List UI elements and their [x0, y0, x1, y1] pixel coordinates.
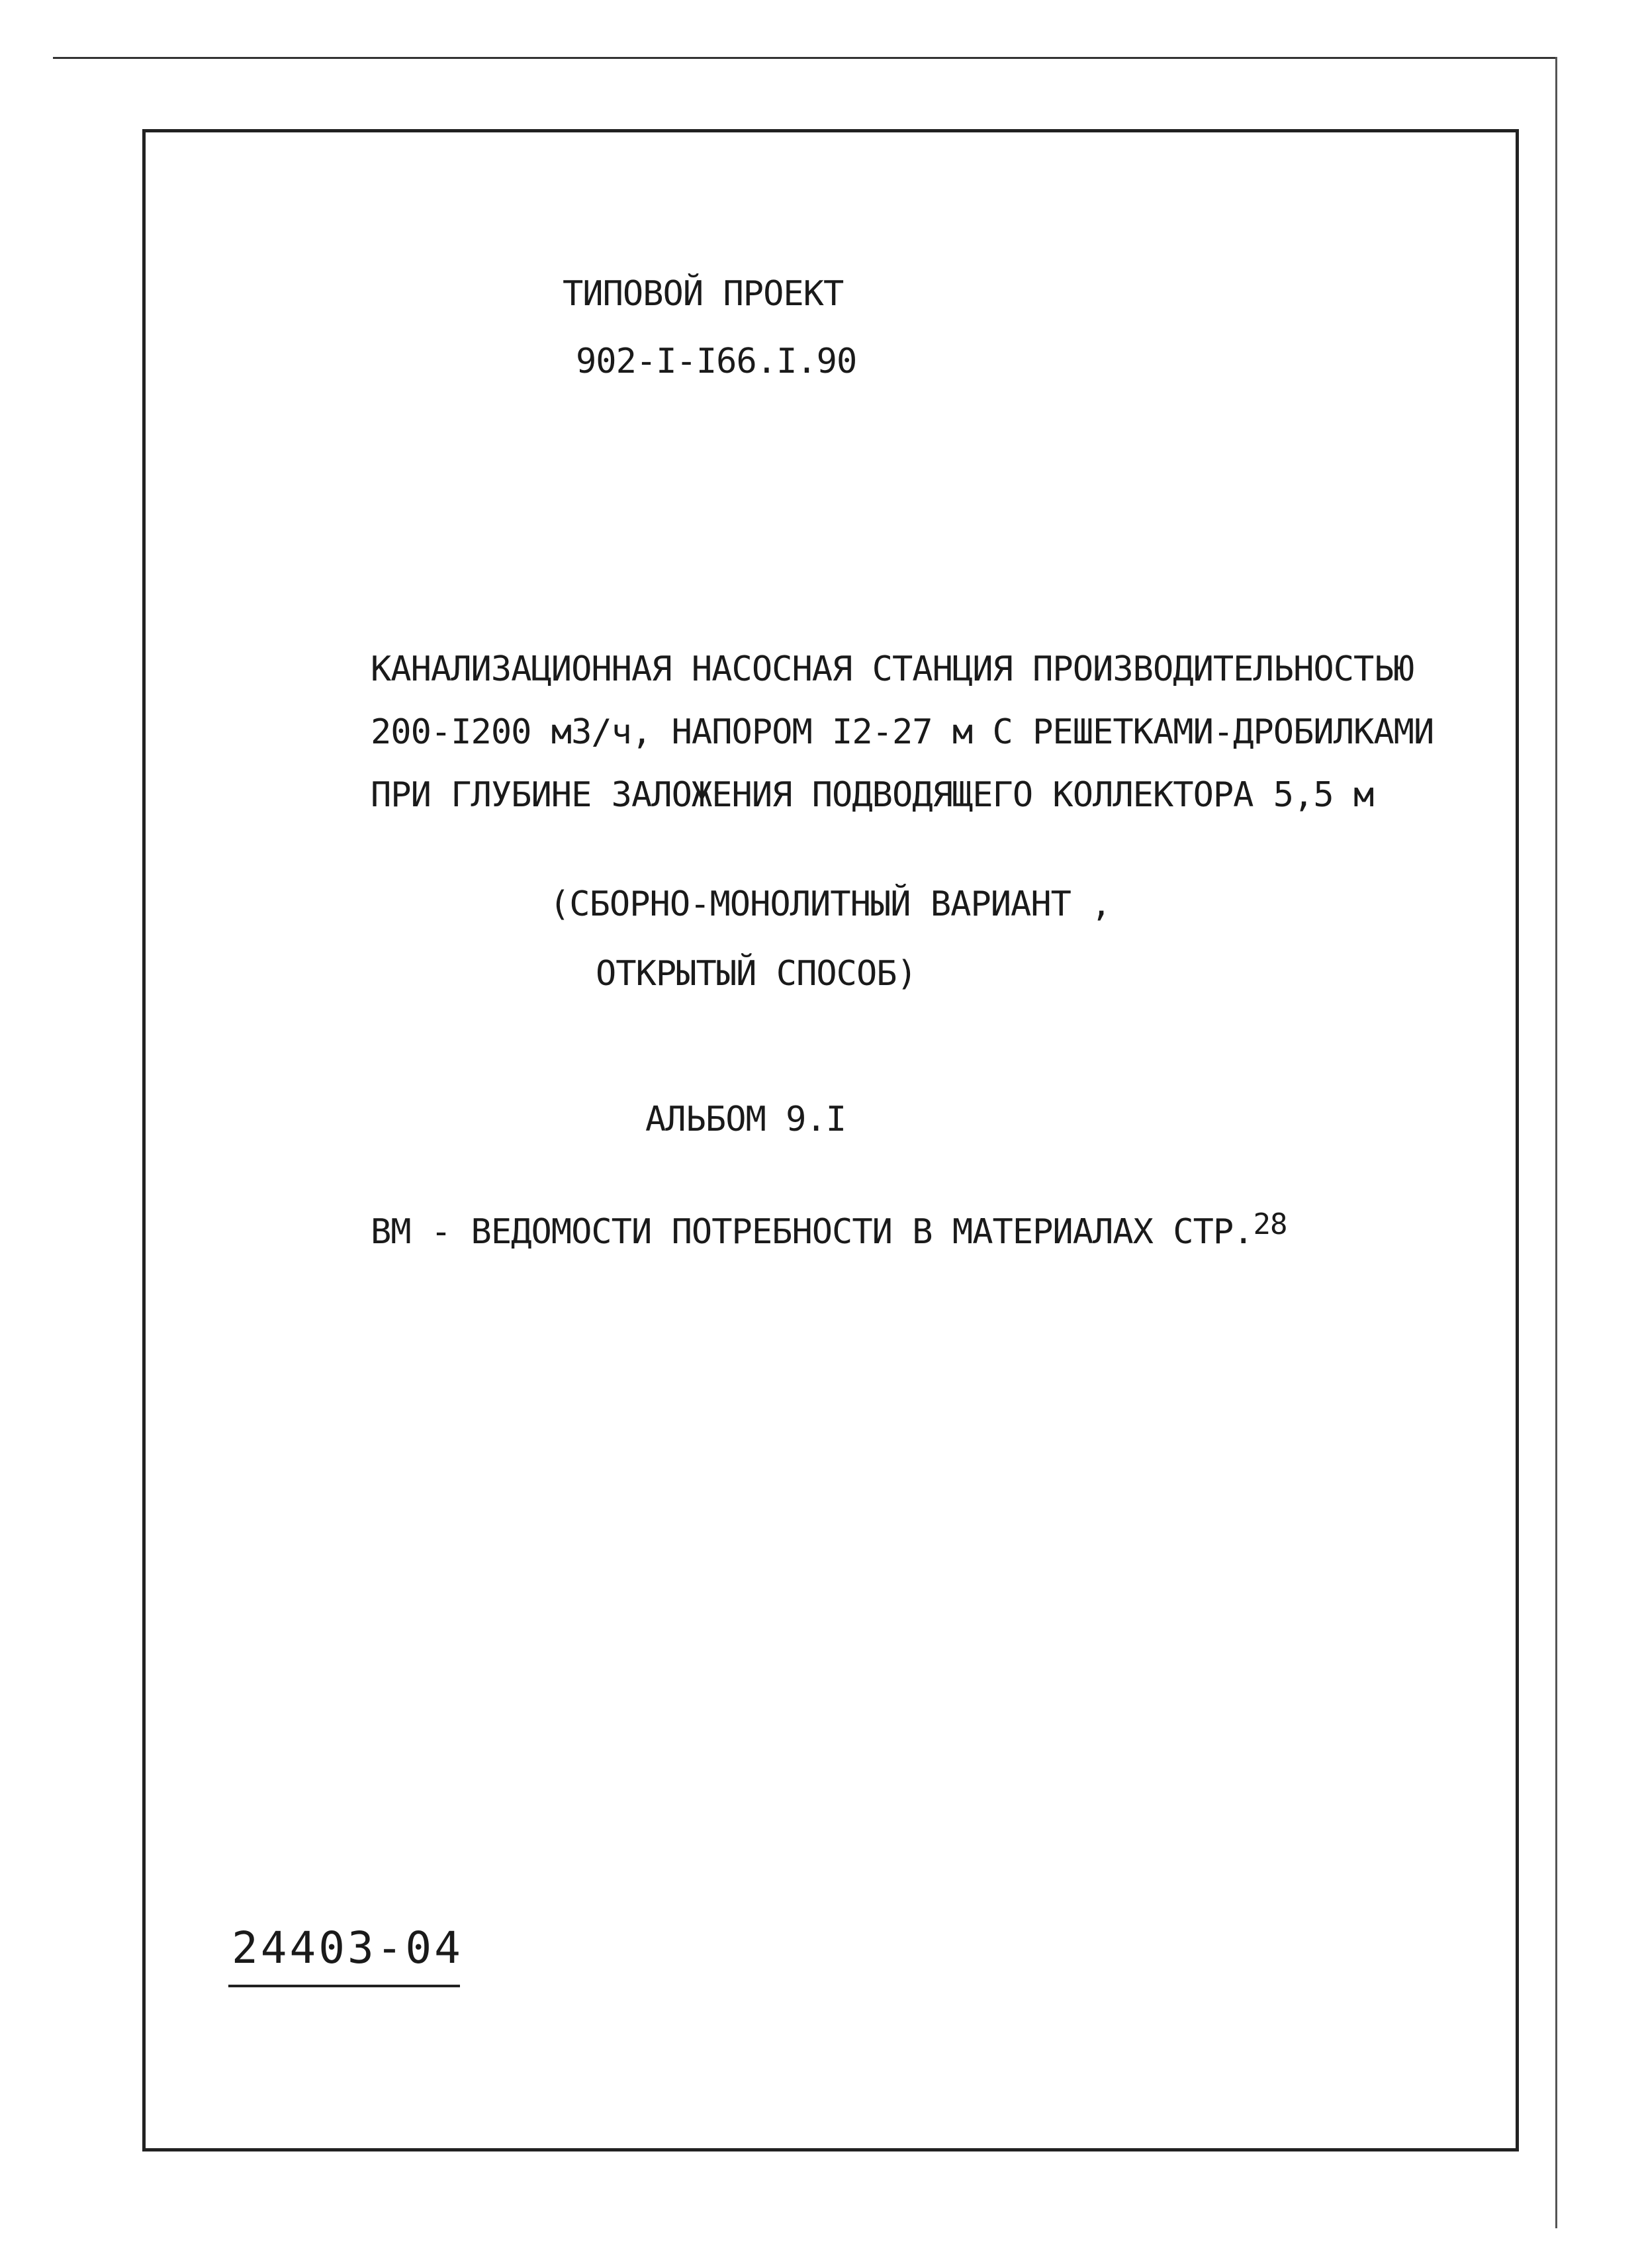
inventory-number-underline	[228, 1985, 460, 1987]
title-page-frame	[142, 129, 1519, 2151]
contents-text: ВМ - ВЕДОМОСТИ ПОТРЕБНОСТИ В МАТЕРИАЛАХ СТР.	[371, 1212, 1254, 1252]
project-code: 902-I-I66.I.90	[576, 342, 857, 381]
project-type-label: ТИПОВОЙ ПРОЕКТ	[563, 274, 844, 314]
title-line-1: КАНАЛИЗАЦИОННАЯ НАСОСНАЯ СТАНЦИЯ ПРОИЗВОДИТЕЛЬНОСТЬЮ	[371, 649, 1414, 689]
album-label: АЛЬБОМ 9.I	[645, 1100, 846, 1139]
contents-page-number: 28	[1253, 1207, 1287, 1241]
variant-line-1: (СБОРНО-МОНОЛИТНЫЙ ВАРИАНТ ,	[549, 884, 1111, 924]
title-line-2: 200-I200 м3/ч, НАПОРОМ I2-27 м С РЕШЕТКАМИ-ДРОБИЛКАМИ	[371, 712, 1434, 752]
right-border-line	[1555, 57, 1557, 2228]
variant-line-2: ОТКРЫТЫЙ СПОСОБ)	[596, 954, 917, 994]
inventory-number: 24403-04	[232, 1922, 463, 1973]
contents-line	[371, 1207, 1287, 1252]
title-line-3: ПРИ ГЛУБИНЕ ЗАЛОЖЕНИЯ ПОДВОДЯЩЕГО КОЛЛЕКТОРА 5,5 м	[371, 775, 1374, 815]
top-border-line	[53, 57, 1555, 59]
